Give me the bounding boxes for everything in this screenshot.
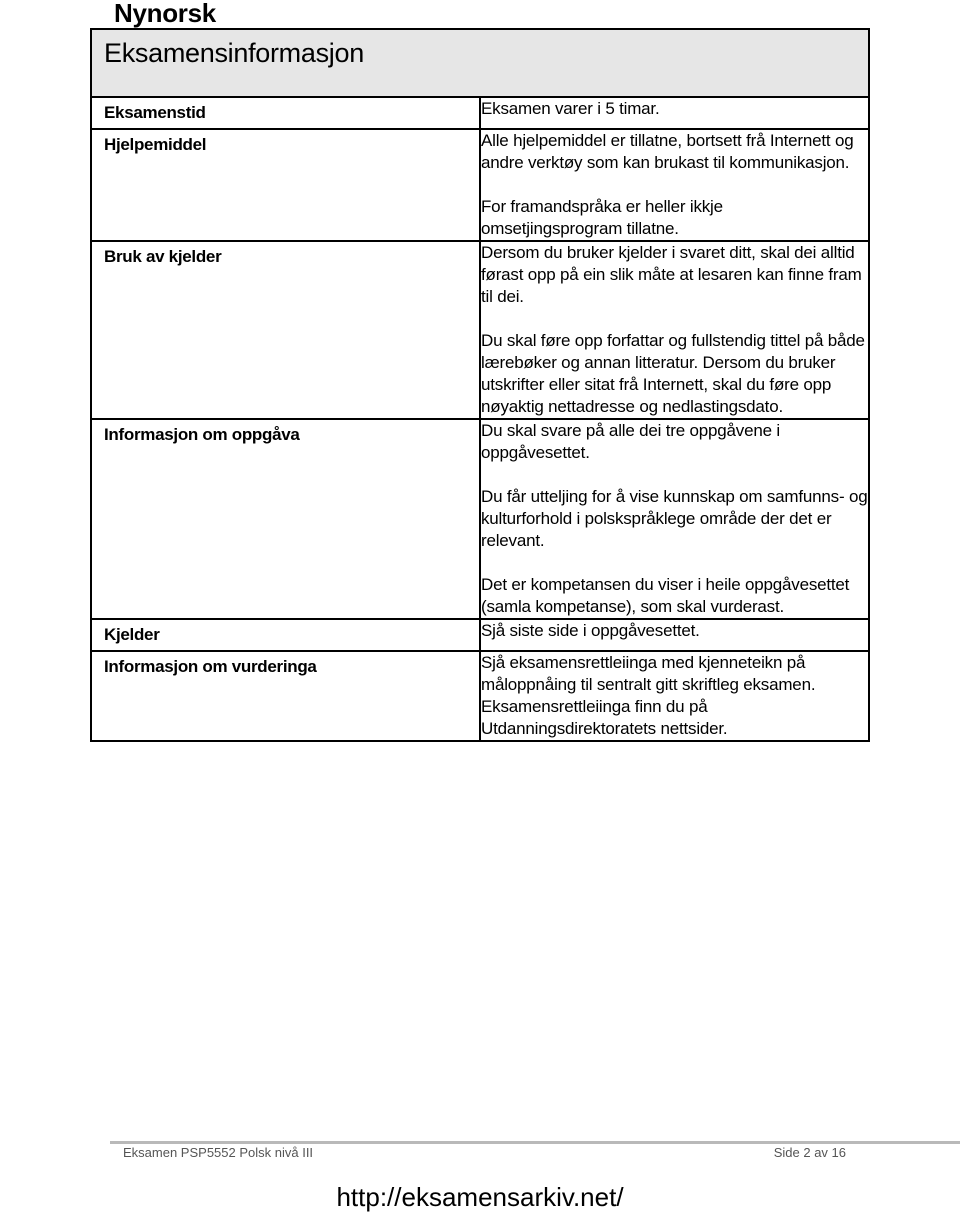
row-label-cell xyxy=(91,241,480,419)
row-aids xyxy=(91,129,869,241)
footer-page-number: Side 2 av 16 xyxy=(773,1145,846,1160)
row-content-cell xyxy=(480,97,869,129)
row-label: Kjelder xyxy=(104,625,160,644)
row-content-cell xyxy=(480,419,869,619)
row-content-cell xyxy=(480,129,869,241)
footer-divider xyxy=(110,1141,960,1144)
row-label: Informasjon om vurderinga xyxy=(104,657,317,676)
table-title: Eksamensinformasjon xyxy=(104,38,364,68)
footer-exam-code: Eksamen PSP5552 Polsk nivå III xyxy=(123,1145,314,1160)
row-paragraph: Alle hjelpemiddel er tillatne, bortsett frå Internett og andre verktøy som kan brukast til kommunikasjon. xyxy=(481,131,854,172)
row-assessment-info xyxy=(91,651,869,741)
row-task-info xyxy=(91,419,869,619)
row-source-use xyxy=(91,241,869,419)
row-label-cell xyxy=(91,651,480,741)
row-content-cell xyxy=(480,619,869,651)
language-heading: Nynorsk xyxy=(114,0,216,28)
row-paragraph: Eksamen varer i 5 timar. xyxy=(481,99,660,118)
row-label-cell xyxy=(91,129,480,241)
row-content-cell xyxy=(480,241,869,419)
row-label-cell xyxy=(91,97,480,129)
row-label-cell xyxy=(91,619,480,651)
row-paragraph: Det er kompetansen du viser i heile oppgåvesettet (samla kompetanse), som skal vurderast. xyxy=(481,575,850,616)
row-label: Informasjon om oppgåva xyxy=(104,425,300,444)
row-paragraph: For framandspråka er heller ikkje omsetjingsprogram tillatne. xyxy=(481,197,723,238)
row-sources xyxy=(91,619,869,651)
row-paragraph: Dersom du bruker kjelder i svaret ditt, skal dei alltid førast opp på ein slik måte at lesaren kan finne fram til dei. xyxy=(481,243,862,306)
table-header-cell xyxy=(91,29,869,97)
row-content-cell xyxy=(480,651,869,741)
row-label: Hjelpemiddel xyxy=(104,135,207,154)
row-label-cell xyxy=(91,419,480,619)
row-paragraph: Du skal føre opp forfattar og fullstendig tittel på både lærebøker og annan litteratur. Dersom du bruker utskrifter eller sitat frå Internett, skal du føre opp nøyaktig nettadresse og nedlastingsdato. xyxy=(481,331,865,416)
source-url: http://eksamensarkiv.net/ xyxy=(336,1182,624,1212)
row-exam-time xyxy=(91,97,869,129)
row-label: Eksamenstid xyxy=(104,103,206,122)
row-paragraph: Du skal svare på alle dei tre oppgåvene i oppgåvesettet. xyxy=(481,421,780,462)
row-label: Bruk av kjelder xyxy=(104,247,222,266)
row-paragraph: Du får utteljing for å vise kunnskap om samfunns- og kulturforhold i polskspråklege område der det er relevant. xyxy=(481,487,868,550)
exam-info-table xyxy=(90,28,870,742)
row-paragraph: Sjå siste side i oppgåvesettet. xyxy=(481,621,700,640)
row-paragraph: Sjå eksamensrettleiinga med kjenneteikn på måloppnåing til sentralt gitt skriftleg eksamen. Eksamensrettleiinga finn du på Utdanningsdirektoratets nettsider. xyxy=(481,653,816,738)
